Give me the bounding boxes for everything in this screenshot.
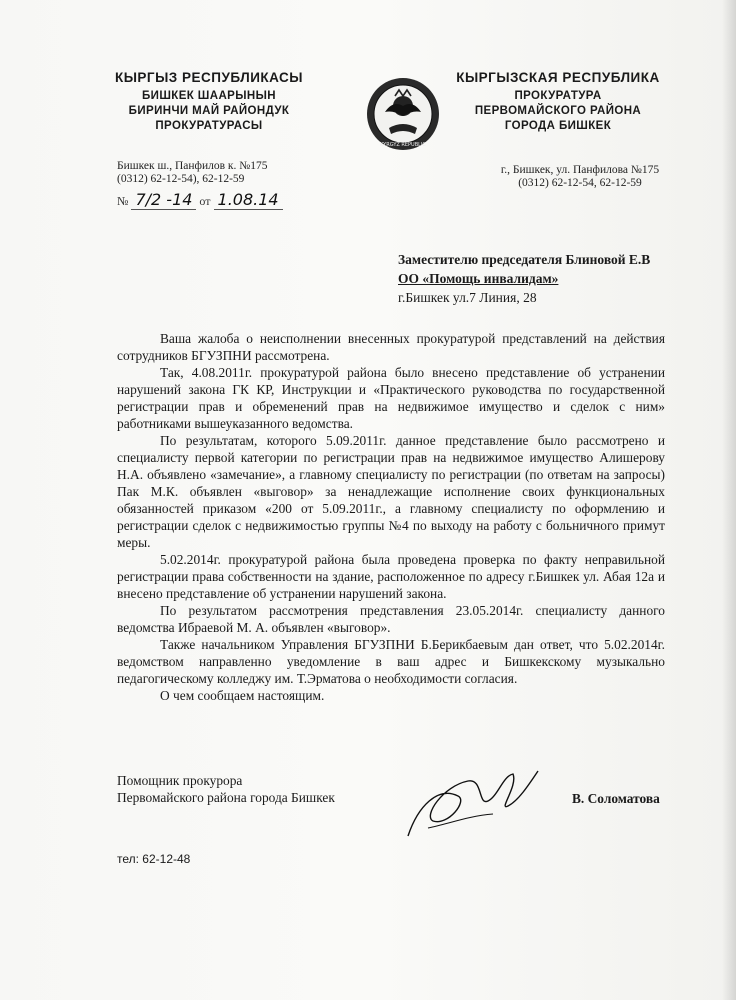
signatory-name: В. Соломатова <box>572 791 660 806</box>
emblem-text: KYRGYZ REPUBLIC <box>380 142 426 148</box>
header-right-title: КЫРГЫЗСКАЯ РЕСПУБЛИКА <box>456 70 660 85</box>
body-paragraph: По результатам, которого 5.09.2011г. данное представление было рассмотрено и специалисту первой категории по регистрации прав на недвижимое имущество Алишерову Н.А. объявлено «замечание», а главному специалисту по регистрации (по ответам на запросы) Пак М.К. объявлен «выговор» за ненадлежащие исполнение своих функциональных обязанностей приказом «200 от 5.09.2011г., а главному специалисту по оформлению и регистрации сделок с недвижимостью группы №4 по выходу на работу с больничного примут меры. <box>117 433 665 550</box>
signatory-title <box>117 772 335 806</box>
header-russian <box>438 70 678 134</box>
body-paragraph: О чем сообщаем настоящим. <box>160 688 325 703</box>
address-line: Бишкек ш., Панфилов к. №175 <box>117 160 268 172</box>
header-left-line: ПРОКУРАТУРАСЫ <box>155 120 263 132</box>
from-label: от <box>199 194 211 208</box>
address-russian <box>460 164 700 190</box>
body-paragraph: Ваша жалоба о неисполнении внесенных прокуратурой представлений на действия сотрудников БГУЗПНИ рассмотрена. <box>117 331 665 363</box>
signatory-title-line: Первомайского района города Бишкек <box>117 790 335 805</box>
recipient-address: г.Бишкек ул.7 Линия, 28 <box>398 290 537 305</box>
header-right-line: ПЕРВОМАЙСКОГО РАЙОНА <box>474 105 642 117</box>
address-line: (0312) 62-12-54), 62-12-59 <box>117 173 245 185</box>
header-left-title: КЫРГЫЗ РЕСПУБЛИКАСЫ <box>114 70 304 85</box>
address-line: г., Бишкек, ул. Панфилова №175 <box>500 164 660 176</box>
address-kyrgyz <box>117 160 317 186</box>
body-paragraph: 5.02.2014г. прокуратурой района была проведена проверка по факту неправильной регистрации права собственности на здание, расположенное по адресу г.Бишкек ул. Абая 12а и внесено представление об устранении нарушений закона. <box>117 552 665 601</box>
registration-number <box>117 190 283 210</box>
header-left-line: БИШКЕК ШААРЫНЫН <box>142 90 276 102</box>
signatory-title-line: Помощник прокурора <box>117 773 243 788</box>
header-left-line: БИРИНЧИ МАЙ РАЙОНДУК <box>128 105 290 117</box>
handwritten-number: 7/2 -14 <box>131 190 196 210</box>
state-emblem-icon <box>365 76 441 152</box>
body-paragraph: По результатом рассмотрения представления 23.05.2014г. специалисту данного ведомства Ибраевой М. А. объявлен «выговор». <box>117 603 665 635</box>
handwritten-date: 1.08.14 <box>214 190 283 210</box>
recipient-name: Заместителю председателя Блиновой Е.В <box>398 252 651 267</box>
number-sign: № <box>117 194 129 208</box>
recipient-block <box>398 250 698 307</box>
handwritten-signature <box>398 766 548 846</box>
scan-edge-shadow <box>722 0 736 1000</box>
recipient-organization: ОО «Помощь инвалидам» <box>398 271 559 286</box>
body-paragraph: Так, 4.08.2011г. прокуратурой района было внесено представление об устранении нарушений закона ГК КР, Инструкции и «Практического руководства по государственной регистрации прав и обременений прав на недвижимое имущество и сделок с ним» работниками вышеуказанного ведомства. <box>117 365 665 431</box>
header-right-line: ПРОКУРАТУРА <box>514 90 602 102</box>
address-line: (0312) 62-12-54, 62-12-59 <box>518 177 642 189</box>
phone-number: тел: 62-12-48 <box>117 852 191 866</box>
letter-body <box>117 330 665 704</box>
header-kyrgyz <box>96 70 322 134</box>
header-right-line: ГОРОДА БИШКЕК <box>504 120 612 132</box>
body-paragraph: Также начальником Управления БГУЗПНИ Б.Берикбаевым дан ответ, что 5.02.2014г. ведомством направленно уведомление в ваш адрес и Бишкекскому музыкально педагогическому колледжу им. Т.Эрматова о необходимости согласия. <box>117 637 665 686</box>
